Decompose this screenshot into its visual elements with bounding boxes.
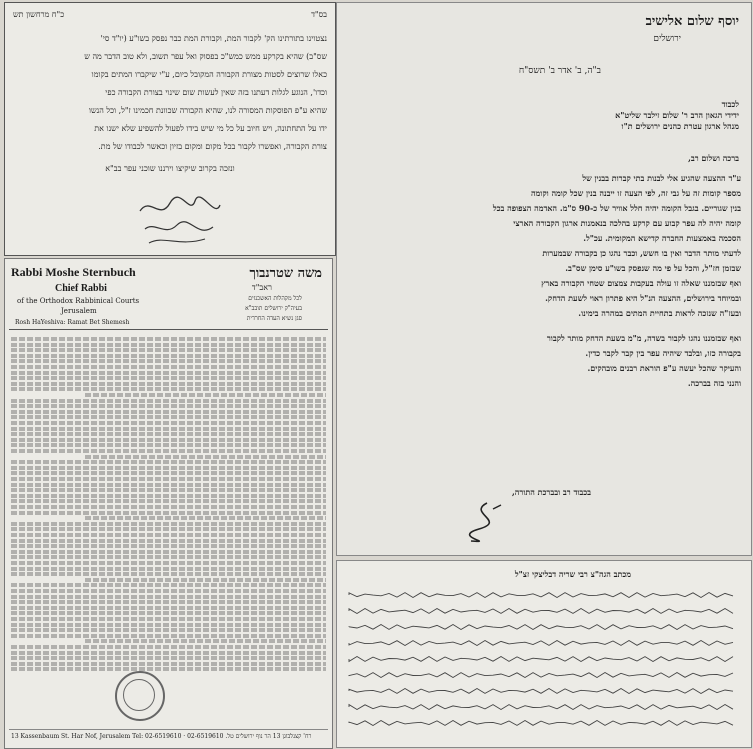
- body-line: בקבורה כזו, ובלבד שיהיה עפר בין קבר לקבר כדין.: [585, 348, 741, 358]
- text-texture-line: [11, 427, 326, 431]
- greeting: ברכה ושלום רב,: [688, 153, 739, 163]
- handwriting-stroke: [349, 689, 733, 694]
- body-line: ובמיוחד בירושלים, ההצעה הנ"ל היא פתרון ראוי לשעת הדחק.: [545, 293, 741, 303]
- body-line: כאלו שרוצים לסטות מצורת הקבורה המקובל כיום, ע"י שיקברו המתים בקומו: [91, 70, 327, 79]
- letterhead-title-he: ראב"ד: [251, 283, 272, 292]
- handwriting-lines: [337, 583, 751, 743]
- text-texture-line: [11, 354, 326, 358]
- addressee-line: לכבוד: [721, 99, 739, 109]
- handwritten-heading: מכתב הגה"צ רבי שריה דבליצקי זצ"ל: [514, 569, 631, 579]
- letter-date: ב"ה, ב' אדר ב' תשס"ח: [518, 66, 601, 76]
- letterhead-city-en: Jerusalem: [61, 307, 97, 315]
- author-city: ירושלים: [653, 34, 681, 44]
- closing-line: ונזכה בקרוב שיקיצו וירננו שוכני עפר בב"א: [105, 164, 235, 173]
- text-texture-line: [11, 449, 326, 453]
- letterhead-subtitle-en: of the Orthodox Rabbinical Courts: [17, 297, 140, 305]
- body-line: מספר קומות זה על גבי זה, לפי הצעה זו ייבנה בנין שכל קומה וקומה: [530, 188, 741, 198]
- text-texture-line: [11, 527, 326, 531]
- letterhead-city-he: בעיה"ק ירושלים תובב"א: [245, 305, 302, 312]
- text-texture-line: [11, 415, 326, 419]
- text-texture-line: [11, 382, 326, 386]
- body-line: שבזמן חז"ל, והכל על פי מה שנפסק בשו"ע סימן שס"ב.: [565, 263, 741, 273]
- text-texture-line: [11, 399, 326, 403]
- text-texture-line: [11, 410, 326, 414]
- text-texture-line: [11, 359, 326, 363]
- handwriting-stroke: [349, 721, 733, 726]
- text-texture-line: [11, 651, 326, 655]
- top-left-letter: [4, 2, 336, 256]
- text-texture-line: [85, 639, 326, 643]
- text-texture-line: [11, 623, 326, 627]
- elyashiv-letter: [336, 2, 752, 556]
- letterhead-divider: [9, 329, 328, 330]
- handwriting-stroke: [349, 593, 733, 598]
- body-line: בנין שגוריים. בגבל הקומה יהיה חלל אוויר של כ-90 ס"מ. האדמה הצפופה בכל: [492, 203, 741, 213]
- letterhead-extra-he: סגן נשיא העדה החרדית: [246, 315, 302, 322]
- handwriting-stroke: [349, 673, 733, 678]
- text-texture-line: [11, 600, 326, 604]
- text-texture-line: [11, 583, 326, 587]
- handwriting-stroke: [349, 657, 733, 662]
- text-texture-line: [11, 387, 326, 391]
- text-texture-line: [11, 595, 326, 599]
- body-line: שהיא ע"פ הפוסקות המסורה לנו, שהיא הקבורה שכוונת חכמינו ז"ל, וכל הנשו: [88, 106, 327, 115]
- letterhead-name-en: Rabbi Moshe Sternbuch: [11, 265, 136, 279]
- letterhead-title-en: Chief Rabbi: [55, 283, 107, 294]
- body-line: קומה יהיה לה עפר קבוע עם קרקע בהלכה בנאמנות ארגון הקבורה הארצי: [513, 218, 741, 228]
- second-paragraph: [349, 333, 741, 393]
- text-texture-line: [11, 466, 326, 470]
- body-line: הסכמה באמצעות החברה קדישא המקומית. עכ"ל.: [583, 233, 741, 243]
- text-texture-line: [11, 662, 326, 666]
- letterhead-sub-he: לכל מקהלות האשכנזים: [248, 295, 302, 302]
- text-texture-line: [11, 483, 326, 487]
- dense-text-block: [5, 337, 332, 697]
- body-line: והעיקר שהכל יעשה ע"פ הוראת רבנים מובהקים.: [587, 363, 741, 373]
- body-line: נצטוינו בתורתינו הק' לקבור המת, וקבורת המת כבר נפסק בשו"ע (יו"ד סי': [100, 34, 327, 43]
- text-texture-line: [11, 617, 326, 621]
- author-name: יוסף שלום אלישיב: [645, 14, 739, 29]
- text-texture-line: [11, 555, 326, 559]
- letterhead-yeshiva-en: Rosh HaYeshiva: Ramat Bet Shemesh: [15, 319, 130, 326]
- bsd-mark: בס"ד: [311, 10, 327, 19]
- rabbinic-stamp: [115, 671, 165, 721]
- handwriting-stroke: [349, 641, 733, 646]
- text-texture-line: [11, 376, 326, 380]
- text-texture-line: [11, 533, 326, 537]
- text-texture-line: [11, 572, 326, 576]
- addressee-line: מנהל ארגון עטרת כהנים ירושלים ת"ו: [621, 121, 739, 131]
- text-texture-line: [11, 471, 326, 475]
- text-texture-line: [85, 393, 326, 397]
- text-texture-line: [11, 477, 326, 481]
- body-line: ואף שבזמננו נהגו לקבור בשדה, מ"מ בשעת הדחק מותר לקבור: [546, 333, 741, 343]
- text-texture-line: [85, 455, 326, 459]
- footer-divider: [9, 729, 328, 730]
- letterhead-name-he: משה שטרנבוך: [249, 266, 322, 281]
- text-texture-line: [11, 499, 326, 503]
- sign-off: בכבוד רב ובברכת התורה,: [512, 487, 591, 497]
- text-texture-line: [11, 494, 326, 498]
- text-texture-line: [11, 371, 326, 375]
- body-line: ידו על התחתונה, ויש חיוב על כל מי שיש בידו לפעול להשפיע שלא ישנו את: [94, 124, 327, 133]
- text-texture-line: [11, 539, 326, 543]
- body-line: ואף שבזמננו שאלה זו עולה בעקבות צמצום שטחי הקבורה בארץ: [541, 278, 741, 288]
- handwriting-stroke: [349, 609, 733, 614]
- text-texture-line: [11, 460, 326, 464]
- body-line: ובעז"ה שנזכה לראות בתחיית המתים במהרה בימינו.: [578, 308, 741, 318]
- text-texture-line: [11, 348, 326, 352]
- text-texture-line: [11, 404, 326, 408]
- text-texture-line: [11, 667, 326, 671]
- text-texture-line: [11, 656, 326, 660]
- text-texture-line: [11, 365, 326, 369]
- text-texture-line: [11, 511, 326, 515]
- text-texture-line: [11, 438, 326, 442]
- text-texture-line: [11, 488, 326, 492]
- text-texture-line: [11, 550, 326, 554]
- text-texture-line: [11, 628, 326, 632]
- handwriting-stroke: [349, 625, 733, 630]
- handwritten-letter: [336, 560, 752, 748]
- text-texture-line: [11, 522, 326, 526]
- text-texture-line: [11, 589, 326, 593]
- text-texture-line: [85, 578, 326, 582]
- signature-scribble: [457, 499, 517, 547]
- addressee-line: ידידי הגאון הרב ר' שלום זילבר שליט"א: [615, 110, 739, 120]
- body-line: ע"ד ההצעה שהגיע אלי לבנות בתי קברות בבנין של: [582, 173, 741, 183]
- text-texture-line: [11, 505, 326, 509]
- text-texture-line: [11, 343, 326, 347]
- text-texture-line: [11, 337, 326, 341]
- signature-scribble: [135, 191, 225, 249]
- body-line: צורת הקבורה, ואפשרו לקבור בכל מקום ומקום בזיון וכאשר לכבודו של מת.: [98, 142, 327, 151]
- text-texture-line: [11, 421, 326, 425]
- text-texture-line: [85, 516, 326, 520]
- letter-date: כ"ח מרחשון תש: [13, 10, 65, 19]
- body-line: והנני בזה בברכה.: [687, 378, 741, 388]
- text-texture-line: [11, 611, 326, 615]
- letter-body: [13, 33, 327, 159]
- handwriting-stroke: [349, 705, 733, 710]
- text-texture-line: [11, 634, 326, 638]
- letterhead-footer: 13 Kassenbaum St. Har Nof, Jerusalem Tel: 02-6519610 · רח' קצנלבוגן 13 הר נוף ירושלים טל. 02-6519610: [11, 733, 312, 740]
- text-texture-line: [11, 432, 326, 436]
- text-texture-line: [11, 645, 326, 649]
- text-texture-line: [11, 606, 326, 610]
- letter-body: [349, 173, 741, 323]
- text-texture-line: [11, 544, 326, 548]
- addressee-block: [349, 99, 739, 132]
- text-texture-line: [11, 443, 326, 447]
- text-texture-line: [11, 567, 326, 571]
- text-texture-line: [11, 561, 326, 565]
- body-line: שס"ב) שהיא בקרקע ממש כמש"כ בפסוק ואל עפר תשוב, ולא טוב הדבר מה ש: [84, 52, 327, 61]
- body-line: וכדו', הנוגע לגלות דעתנו בזה שאין לעשות שום שינוי בצורת הקבורה כפי: [105, 88, 327, 97]
- sternbuch-letter: [4, 258, 333, 749]
- body-line: לדעתי מותר הדבר ואין בו חשש, וכבר נהגו כן בקבורה שבמערות: [542, 248, 741, 258]
